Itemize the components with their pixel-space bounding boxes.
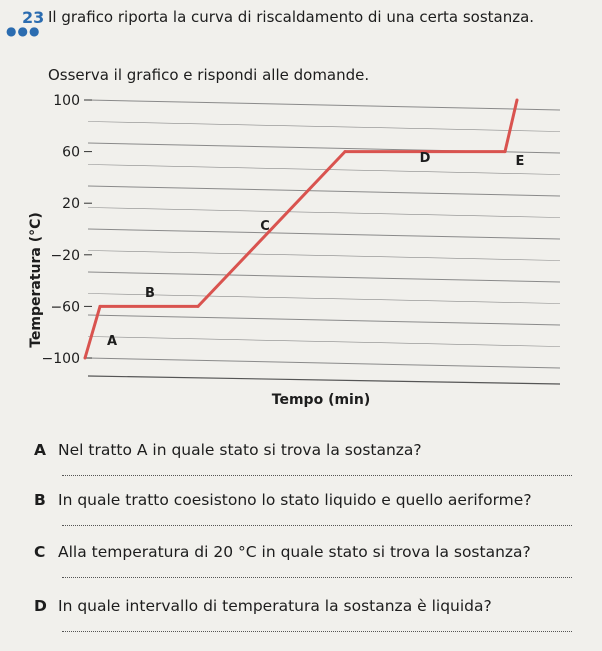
- grid-line: [88, 272, 560, 282]
- answer-line[interactable]: [62, 474, 572, 476]
- grid-line: [88, 186, 560, 196]
- exercise-text: Il grafico riporta la curva di riscaldamento di una certa sostanza.: [48, 8, 535, 26]
- grid-line: [88, 251, 560, 261]
- curve-point: [344, 150, 347, 153]
- chart-x-axis-label: Tempo (min): [271, 392, 371, 408]
- question-letter: C: [34, 543, 46, 561]
- segment-label-a: A: [106, 334, 118, 349]
- y-tick-label: −20: [50, 247, 80, 264]
- grid-line: [88, 100, 560, 110]
- curve-point: [197, 305, 200, 308]
- grid-line: [88, 294, 560, 304]
- x-axis-line: [88, 376, 560, 384]
- question-c: [34, 543, 531, 561]
- y-tick-label: 60: [62, 144, 80, 161]
- chart-grid: [88, 100, 560, 384]
- curve-point: [84, 357, 87, 360]
- segment-label-b: B: [145, 286, 155, 301]
- y-tick-label: −100: [41, 351, 80, 367]
- grid-line: [88, 208, 560, 218]
- y-tick-label: 100: [53, 93, 80, 109]
- segment-label-e: E: [515, 154, 525, 169]
- exercise-number: 23: [22, 8, 45, 27]
- chart-y-ticks: [42, 93, 92, 367]
- grid-line: [88, 358, 560, 368]
- question-a: [34, 441, 422, 459]
- heating-curve-chart: [0, 90, 602, 390]
- question-letter: B: [34, 491, 46, 509]
- y-tick-label: 20: [62, 196, 80, 213]
- chart-y-axis-label: Temperatura (°C): [28, 212, 44, 348]
- question-text: Nel tratto A in quale stato si trova la sostanza?: [58, 441, 422, 459]
- answer-line[interactable]: [62, 630, 572, 632]
- question-text: In quale intervallo di temperatura la sostanza è liquida?: [58, 597, 492, 615]
- grid-line: [88, 315, 560, 325]
- y-tick-label: −60: [50, 299, 80, 316]
- question-b: [34, 491, 532, 509]
- instruction-text: Osserva il grafico e rispondi alle domande.: [48, 66, 370, 84]
- question-text: Alla temperatura di 20 °C in quale stato si trova la sostanza?: [58, 543, 531, 561]
- question-text: In quale tratto coesistono lo stato liquido e quello aeriforme?: [58, 491, 532, 509]
- exercise-dots-icon: ●●●: [6, 24, 41, 38]
- segment-label-d: D: [419, 151, 431, 166]
- answer-line[interactable]: [62, 524, 572, 526]
- grid-line: [88, 229, 560, 239]
- grid-line: [88, 337, 560, 347]
- question-letter: A: [34, 441, 46, 459]
- curve-point: [99, 305, 102, 308]
- grid-line: [88, 122, 560, 132]
- question-letter: D: [34, 597, 47, 615]
- question-d: [34, 597, 492, 615]
- segment-label-c: C: [260, 219, 270, 234]
- answer-line[interactable]: [62, 576, 572, 578]
- curve-point: [504, 150, 507, 153]
- curve-point: [516, 99, 519, 102]
